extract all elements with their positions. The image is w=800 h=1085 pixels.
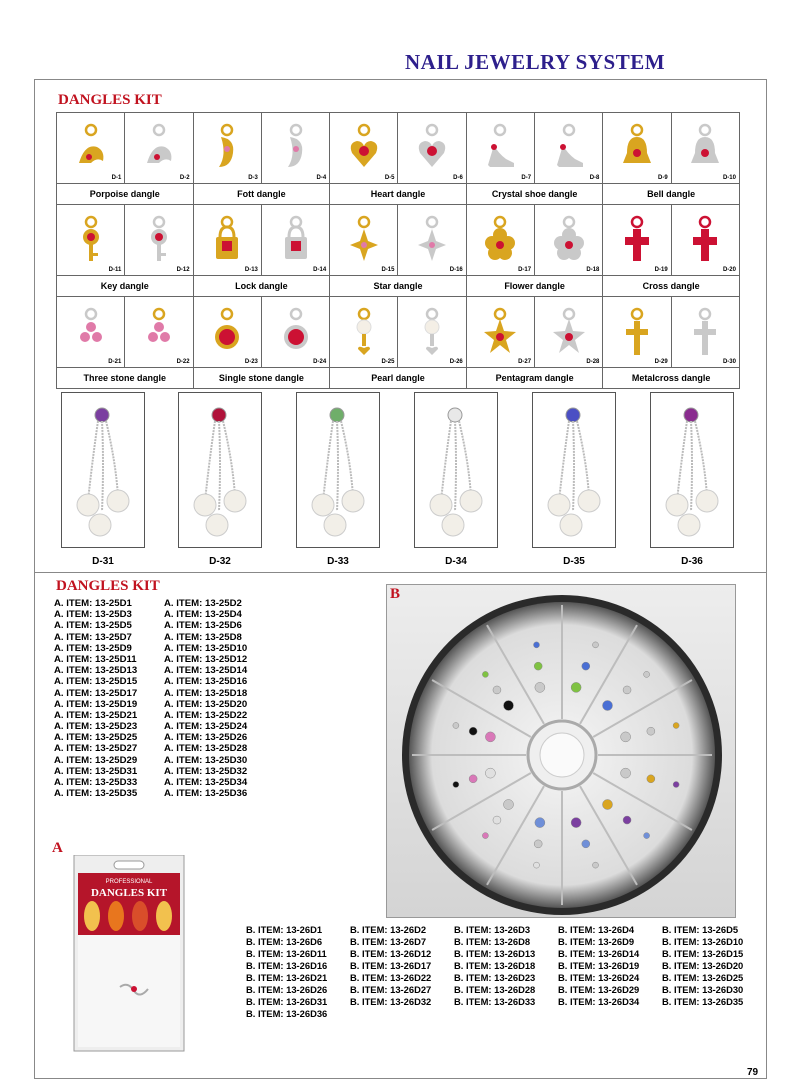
item-row xyxy=(54,699,274,710)
item-code: A. ITEM: 13-25D9 xyxy=(54,642,132,654)
pearl-dangle-image xyxy=(297,393,381,549)
charm-image xyxy=(685,307,725,361)
dangle-name: Heart dangle xyxy=(330,183,466,204)
dangle-code: D-16 xyxy=(449,267,463,273)
dangle-name: Key dangle xyxy=(57,275,193,296)
dangle-code: D-14 xyxy=(313,267,327,273)
long-dangle-code: D-33 xyxy=(327,556,349,567)
section-divider xyxy=(34,572,767,573)
charm-image xyxy=(685,123,725,177)
item-row xyxy=(54,777,274,788)
item-code: A. ITEM: 13-25D18 xyxy=(164,687,248,699)
charm-image xyxy=(71,307,111,361)
pearl-dangle-image xyxy=(179,393,263,549)
item-row xyxy=(246,984,766,996)
charm-image xyxy=(480,123,520,177)
dangle-cell xyxy=(330,113,467,205)
dangle-code: D-13 xyxy=(244,267,258,273)
charm-image xyxy=(276,215,316,269)
item-code: B. ITEM: 13-26D17 xyxy=(350,960,432,971)
item-code: A. ITEM: 13-25D23 xyxy=(54,721,138,733)
charm-image xyxy=(344,215,384,269)
item-code: A. ITEM: 13-25D2 xyxy=(164,598,242,609)
dangle-cell xyxy=(467,113,604,205)
dangle-photo xyxy=(330,297,398,367)
dangle-photo xyxy=(672,297,739,367)
charm-image xyxy=(207,123,247,177)
item-code: A. ITEM: 13-25D22 xyxy=(164,709,248,721)
dangle-name: Metalcross dangle xyxy=(603,367,739,388)
dangle-photo xyxy=(330,113,398,183)
charm-image xyxy=(412,215,452,269)
dangle-code: D-22 xyxy=(176,359,190,365)
dangle-code: D-26 xyxy=(449,359,463,365)
item-row xyxy=(246,924,766,936)
dangle-photo xyxy=(603,113,671,183)
item-code: A. ITEM: 13-25D15 xyxy=(54,676,138,688)
item-code: A. ITEM: 13-25D34 xyxy=(164,777,248,788)
item-code: B. ITEM: 13-26D32 xyxy=(350,996,432,1007)
item-code: B. ITEM: 13-26D31 xyxy=(246,996,328,1007)
dangle-code: D-20 xyxy=(722,267,736,273)
item-row xyxy=(54,609,274,620)
item-code: B. ITEM: 13-26D29 xyxy=(558,984,640,995)
photo-label-a: A xyxy=(52,840,63,856)
dangle-code: D-3 xyxy=(248,175,258,181)
item-code: B. ITEM: 13-26D4 xyxy=(558,924,635,935)
item-code: B. ITEM: 13-26D13 xyxy=(454,948,536,959)
dangle-photo xyxy=(467,205,535,275)
dangle-code: D-9 xyxy=(658,175,668,181)
item-code: A. ITEM: 13-25D11 xyxy=(54,653,137,665)
item-code: A. ITEM: 13-25D26 xyxy=(164,732,248,744)
item-code: B. ITEM: 13-26D3 xyxy=(454,924,531,935)
dangle-photo xyxy=(57,113,125,183)
dangle-photo xyxy=(125,297,192,367)
dangle-name: Porpoise dangle xyxy=(57,183,193,204)
section-title-dangles-kit: DANGLES KIT xyxy=(58,92,162,108)
long-dangle-code: D-35 xyxy=(563,556,585,567)
charm-image xyxy=(207,215,247,269)
dangle-name: Bell dangle xyxy=(603,183,739,204)
dangle-code: D-21 xyxy=(108,359,122,365)
dangle-code: D-17 xyxy=(518,267,532,273)
dangle-photo xyxy=(194,205,262,275)
item-code: A. ITEM: 13-25D7 xyxy=(54,631,132,643)
dangle-photo xyxy=(467,297,535,367)
dangle-code: D-7 xyxy=(521,175,532,181)
item-code: B. ITEM: 13-26D2 xyxy=(350,924,427,935)
item-code: A. ITEM: 13-25D14 xyxy=(164,665,248,677)
charm-image xyxy=(617,307,657,361)
dangle-photo xyxy=(535,297,602,367)
item-row xyxy=(54,788,274,799)
dangle-code: D-19 xyxy=(654,267,668,273)
item-code: B. ITEM: 13-26D12 xyxy=(350,948,432,959)
wheel-photo xyxy=(386,584,736,918)
item-code: B. ITEM: 13-26D22 xyxy=(350,972,432,983)
charm-image xyxy=(276,307,316,361)
item-code: B. ITEM: 13-26D35 xyxy=(662,996,744,1007)
dangle-name: Cross dangle xyxy=(603,275,739,296)
dangle-name: Crystal shoe dangle xyxy=(467,183,603,204)
item-row xyxy=(246,972,766,984)
item-row xyxy=(54,665,274,676)
charm-image xyxy=(139,307,179,361)
item-code: A. ITEM: 13-25D13 xyxy=(54,665,138,677)
charm-image xyxy=(480,215,520,269)
pearl-dangle-image xyxy=(651,393,735,549)
item-code: B. ITEM: 13-26D10 xyxy=(662,936,744,947)
pearl-dangle-image xyxy=(62,393,146,549)
item-code: B. ITEM: 13-26D24 xyxy=(558,972,640,983)
charm-image xyxy=(71,215,111,269)
dangle-code: D-29 xyxy=(654,359,668,365)
item-code: A. ITEM: 13-25D35 xyxy=(54,788,138,800)
package-top-text: PROFESSIONAL xyxy=(105,879,153,885)
pearl-dangle-image xyxy=(415,393,499,549)
item-code: B. ITEM: 13-26D25 xyxy=(662,972,744,983)
item-row xyxy=(54,732,274,743)
item-code: B. ITEM: 13-26D36 xyxy=(246,1008,328,1019)
long-dangle-code: D-36 xyxy=(681,556,703,567)
dangle-cell xyxy=(467,297,604,389)
item-row xyxy=(54,676,274,687)
dangle-code: D-12 xyxy=(176,267,190,273)
item-code: A. ITEM: 13-25D33 xyxy=(54,777,138,788)
item-code: B. ITEM: 13-26D27 xyxy=(350,984,432,995)
item-code: A. ITEM: 13-25D28 xyxy=(164,743,248,755)
charm-image xyxy=(139,215,179,269)
dangle-code: D-28 xyxy=(586,359,600,365)
item-code: A. ITEM: 13-25D31 xyxy=(54,765,138,777)
item-code: A. ITEM: 13-25D32 xyxy=(164,765,248,777)
dangle-photo xyxy=(262,113,329,183)
long-dangle-photo xyxy=(650,392,734,548)
charm-image xyxy=(276,123,316,177)
item-row xyxy=(54,598,274,609)
item-code: B. ITEM: 13-26D34 xyxy=(558,996,640,1007)
charm-image xyxy=(344,307,384,361)
item-code: A. ITEM: 13-25D3 xyxy=(54,609,132,621)
item-row xyxy=(54,632,274,643)
item-code: B. ITEM: 13-26D6 xyxy=(246,936,323,947)
long-dangle-photo xyxy=(178,392,262,548)
item-code: A. ITEM: 13-25D4 xyxy=(164,609,242,621)
dangle-code: D-2 xyxy=(179,175,190,181)
dangle-cell xyxy=(57,113,194,205)
item-code: A. ITEM: 13-25D20 xyxy=(164,698,248,710)
dangle-code: D-15 xyxy=(381,267,395,273)
item-code: A. ITEM: 13-25D25 xyxy=(54,732,138,744)
page-number: 79 xyxy=(747,1067,759,1078)
item-row xyxy=(246,1008,766,1020)
item-code: B. ITEM: 13-26D7 xyxy=(350,936,427,947)
dangle-photo xyxy=(125,205,192,275)
item-code: A. ITEM: 13-25D24 xyxy=(164,721,248,733)
dangle-cell xyxy=(330,297,467,389)
dangles-kit-package-image xyxy=(70,855,188,1055)
item-code: A. ITEM: 13-25D8 xyxy=(164,631,242,643)
dangle-photo xyxy=(603,205,671,275)
dangle-code: D-25 xyxy=(381,359,395,365)
item-code: B. ITEM: 13-26D1 xyxy=(246,924,323,935)
pearl-dangle-image xyxy=(533,393,617,549)
item-code: A. ITEM: 13-25D1 xyxy=(54,598,132,609)
dangle-grid xyxy=(56,112,740,389)
item-row xyxy=(54,688,274,699)
dangle-photo xyxy=(535,113,602,183)
item-row xyxy=(246,936,766,948)
long-dangle-photo xyxy=(414,392,498,548)
item-code: A. ITEM: 13-25D19 xyxy=(54,698,138,710)
page-title: NAIL JEWELRY SYSTEM xyxy=(405,50,666,74)
item-row xyxy=(246,948,766,960)
dangle-photo xyxy=(672,205,739,275)
dangle-code: D-6 xyxy=(453,175,463,181)
item-code: B. ITEM: 13-26D28 xyxy=(454,984,536,995)
dangle-code: D-1 xyxy=(111,175,122,181)
item-code: A. ITEM: 13-25D5 xyxy=(54,620,132,632)
charm-image xyxy=(617,123,657,177)
item-code: B. ITEM: 13-26D20 xyxy=(662,960,744,971)
long-dangle-photo xyxy=(532,392,616,548)
grid-row xyxy=(57,297,740,389)
dangle-photo xyxy=(57,297,125,367)
charm-image xyxy=(549,215,589,269)
nail-wheel-image xyxy=(387,585,736,918)
charm-image xyxy=(617,215,657,269)
dangle-name: Fott dangle xyxy=(194,183,330,204)
item-code: B. ITEM: 13-26D26 xyxy=(246,984,328,995)
dangle-name: Single stone dangle xyxy=(194,367,330,388)
item-code: A. ITEM: 13-25D10 xyxy=(164,642,248,654)
charm-image xyxy=(480,307,520,361)
item-code: B. ITEM: 13-26D9 xyxy=(558,936,635,947)
package-photo xyxy=(70,855,188,1055)
dangle-photo xyxy=(194,297,262,367)
dangle-name: Pearl dangle xyxy=(330,367,466,388)
dangle-code: D-5 xyxy=(384,175,395,181)
item-code: B. ITEM: 13-26D33 xyxy=(454,996,536,1007)
item-code: B. ITEM: 13-26D30 xyxy=(662,984,744,995)
section-title-dangles-kit-items: DANGLES KIT xyxy=(56,578,160,594)
charm-image xyxy=(412,307,452,361)
long-dangle-code: D-31 xyxy=(92,556,114,567)
dangle-photo xyxy=(57,205,125,275)
charm-image xyxy=(207,307,247,361)
dangle-photo xyxy=(398,205,465,275)
charm-image xyxy=(549,307,589,361)
long-dangle-code: D-34 xyxy=(445,556,467,567)
dangle-photo xyxy=(262,205,329,275)
dangle-code: D-18 xyxy=(586,267,600,273)
dangle-code: D-27 xyxy=(518,359,532,365)
item-code: A. ITEM: 13-25D21 xyxy=(54,709,138,721)
item-code: A. ITEM: 13-25D12 xyxy=(164,653,248,665)
dangle-photo xyxy=(603,297,671,367)
item-code: B. ITEM: 13-26D5 xyxy=(662,924,739,935)
dangle-cell xyxy=(603,205,740,297)
item-code: B. ITEM: 13-26D21 xyxy=(246,972,328,983)
photo-label-b: B xyxy=(390,586,401,602)
dangle-photo xyxy=(125,113,192,183)
item-row xyxy=(54,766,274,777)
dangle-name: Three stone dangle xyxy=(57,367,193,388)
item-code: A. ITEM: 13-25D30 xyxy=(164,754,248,766)
a-item-list xyxy=(54,598,274,799)
item-code: A. ITEM: 13-25D36 xyxy=(164,788,248,800)
dangle-code: D-23 xyxy=(244,359,258,365)
dangle-code: D-10 xyxy=(722,175,736,181)
dangle-cell xyxy=(194,205,331,297)
item-row xyxy=(54,743,274,754)
dangle-name: Star dangle xyxy=(330,275,466,296)
dangle-photo xyxy=(398,297,465,367)
item-code: B. ITEM: 13-26D14 xyxy=(558,948,640,959)
grid-row xyxy=(57,205,740,297)
item-code: B. ITEM: 13-26D16 xyxy=(246,960,328,971)
dangle-photo xyxy=(672,113,739,183)
item-row xyxy=(54,721,274,732)
long-dangle-photo xyxy=(61,392,145,548)
item-code: B. ITEM: 13-26D11 xyxy=(246,948,327,959)
dangle-name: Pentagram dangle xyxy=(467,367,603,388)
charm-image xyxy=(344,123,384,177)
dangle-name: Lock dangle xyxy=(194,275,330,296)
dangle-cell xyxy=(467,205,604,297)
dangle-code: D-4 xyxy=(316,175,327,181)
item-row xyxy=(54,755,274,766)
item-code: A. ITEM: 13-25D17 xyxy=(54,687,138,699)
dangle-cell xyxy=(57,297,194,389)
charm-image xyxy=(71,123,111,177)
item-code: B. ITEM: 13-26D8 xyxy=(454,936,531,947)
item-code: A. ITEM: 13-25D27 xyxy=(54,743,138,755)
dangle-cell xyxy=(330,205,467,297)
charm-image xyxy=(412,123,452,177)
charm-image xyxy=(549,123,589,177)
grid-row xyxy=(57,113,740,205)
item-code: B. ITEM: 13-26D23 xyxy=(454,972,536,983)
long-dangle-code: D-32 xyxy=(209,556,231,567)
item-row xyxy=(54,710,274,721)
item-code: B. ITEM: 13-26D19 xyxy=(558,960,640,971)
b-item-list xyxy=(246,924,766,1020)
item-code: B. ITEM: 13-26D15 xyxy=(662,948,744,959)
dangle-cell xyxy=(57,205,194,297)
item-row xyxy=(54,620,274,631)
dangle-code: D-30 xyxy=(722,359,736,365)
item-code: A. ITEM: 13-25D6 xyxy=(164,620,242,632)
item-code: B. ITEM: 13-26D18 xyxy=(454,960,536,971)
charm-image xyxy=(139,123,179,177)
dangle-photo xyxy=(535,205,602,275)
dangle-cell xyxy=(603,297,740,389)
dangle-cell xyxy=(194,113,331,205)
dangle-photo xyxy=(398,113,465,183)
item-row xyxy=(54,654,274,665)
dangle-code: D-24 xyxy=(313,359,327,365)
item-row xyxy=(246,996,766,1008)
dangle-code: D-8 xyxy=(589,175,600,181)
package-main-text: DANGLES KIT xyxy=(90,887,168,899)
item-code: A. ITEM: 13-25D16 xyxy=(164,676,248,688)
item-code: A. ITEM: 13-25D29 xyxy=(54,754,138,766)
item-row xyxy=(54,643,274,654)
dangle-name: Flower dangle xyxy=(467,275,603,296)
dangle-photo xyxy=(467,113,535,183)
charm-image xyxy=(685,215,725,269)
item-row xyxy=(246,960,766,972)
dangle-photo xyxy=(262,297,329,367)
dangle-cell xyxy=(194,297,331,389)
dangle-photo xyxy=(194,113,262,183)
dangle-code: D-11 xyxy=(108,267,122,273)
dangle-cell xyxy=(603,113,740,205)
dangle-photo xyxy=(330,205,398,275)
long-dangle-photo xyxy=(296,392,380,548)
